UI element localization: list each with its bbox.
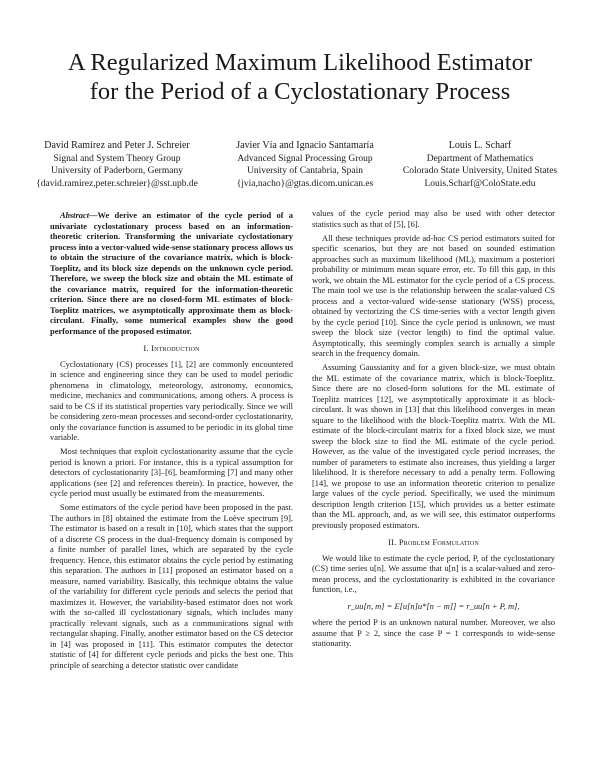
left-column: [50, 210, 293, 670]
body-paragraph: We would like to estimate the cycle period, P, of the cyclostationary (CS) time series u[n]. We assume that u[n] is a scalar-valued and zero-mean process, and the cyclostationarity is exhibited in the covariance function, i.e.,: [312, 552, 555, 594]
author-email: {david.ramirez,peter.schreier}@sst.upb.de: [36, 178, 198, 189]
author-names: Javier Vía and Ignacio Santamaría: [236, 140, 374, 151]
abstract-text: —We derive an estimator of the cycle period of a univariate cyclostationary process based on an information-theoretic criterion. Transforming the univariate cyclostationary process into a vector-valued wide-sense stationary process allows us to obtain the structure of the covariance matrix, which is block-Toeplitz, and its block size depends on the unknown cycle period. Therefore, we sweep the block size and obtain the ML estimate of the covariance matrix, required for the information-theoretic criterion. Since there are no closed-form ML estimates of block-Toeplitz matrices, we asymptotically approximate them as block-circulant. Finally, some numerical examples show the good performance of the proposed estimator.: [50, 210, 293, 336]
author-affiliation: Colorado State University, United States: [402, 166, 558, 176]
body-paragraph: All these techniques provide ad-hoc CS period estimators suited for specific scenarios, but they are not based on sounded estimation approaches such as maximum likelihood (ML), maximum a posteriori probability or minimum mean square error, etc. To fill this gap, in this work, we obtain the ML estimator for the cycle period of a CS process. The main tool we use is the relationship between the scalar-valued CS process and a vector-valued wide-sense stationary (WSS) process, obtained by vectorizing the CS time-series with a vector length given by the cycle period [10]. Since the cycle period is unknown, we must sweep the block size (vector length) to find the optimal value. Asymptotically, this seemingly complex search is actually a simple search in the frequency domain.: [312, 232, 555, 358]
author-group: Department of Mathematics: [426, 153, 534, 164]
intro-paragraph: Some estimators of the cycle period have been proposed in the past. The authors in [8] obtained the estimate from the Loève spectrum [9]. The estimator is based on a result in [10], which states that the support of a discrete CS process in the dual-frequency domain is composed by a finite number of parallel lines, which are separated by the cycle frequency. Hence, this estimator obtains the cycle period by estimating this separation. The authors in [11] proposed an estimator based on a measure, named variability. Basically, this technique obtains the value of the variability for different cycle periods and selects the period that maximizes it. However, the variability-based estimator does not work with the so-called ill cyclostationary signals, which includes many practically relevant signals, such as a communications signal with rectangular shaping. Finally, another estimator based on the CS detector in [4] was proposed in [11]. This estimator computes the detector statistic of [4] for different cycle periods and picks the best one. This principle of searching a detector statistic over candidate: [50, 502, 293, 670]
author-block: [0, 140, 600, 190]
author-names: Louis L. Scharf: [448, 140, 512, 151]
title-line-2: for the Period of a Cyclostationary Process: [89, 78, 511, 105]
covariance-equation: r_uu[n, m] = E[u[n]u*[n − m]] = r_uu[n + P, m],: [347, 600, 520, 611]
body-paragraph: values of the cycle period may also be used with other detector statistics such as that of [5], [6].: [312, 208, 555, 229]
author-3: [380, 140, 580, 190]
body-paragraph: Assuming Gaussianity and for a given block-size, we must obtain the ML estimate of the covariance matrix, which is block-Toeplitz. Since there are no closed-form solutions for the ML estimate of Toeplitz matrices [12], we asymptotically approximate it as block-circulant. It was shown in [13] that this likelihood converges in mean square to the likelihood with the block-Toeplitz matrix. With the ML estimate of the block-circulant matrix for a fixed block size, we must sweep the block size to find the ML estimate of the cycle period. However, as the value of the investigated cycle period increases, the number of parameters to estimate also increases, thus yielding a larger likelihood. It is therefore necessary to add a penalty term. Following [14], we propose to use an information theoretic criterion to penalize large values of the cycle period. Specifically, we used the minimum description length criterion [15], which provides us a better estimate than the ML approach, and, as we will see, this estimator outperforms previously proposed estimators.: [312, 362, 555, 530]
author-email: Louis.Scharf@ColoState.edu: [424, 178, 536, 189]
author-1: [22, 140, 212, 190]
body-paragraph: where the period P is an unknown natural number. Moreover, we also assume that P ≥ 2, since the case P = 1 corresponds to wide-sense stationarity.: [312, 617, 555, 648]
author-group: Advanced Signal Processing Group: [237, 153, 373, 164]
title-line-1: A Regularized Maximum Likelihood Estimator: [67, 49, 533, 76]
abstract: [50, 210, 293, 336]
section-heading-introduction: I. Introduction: [143, 343, 200, 353]
abstract-label: Abstract: [60, 210, 90, 220]
author-group: Signal and System Theory Group: [53, 153, 181, 164]
paper-title: [20, 48, 580, 106]
author-2: [220, 140, 390, 190]
author-affiliation: University of Paderborn, Germany: [51, 166, 183, 176]
author-affiliation: University of Cantabria, Spain: [246, 166, 364, 176]
right-column: [312, 208, 555, 649]
section-heading-problem-formulation: II. Problem Formulation: [388, 537, 479, 547]
author-names: David Ramírez and Peter J. Schreier: [44, 140, 190, 151]
intro-paragraph: Most techniques that exploit cyclostationarity assume that the cycle period is known a priori. For instance, this is a typical assumption for detectors of cyclostationarity [3]–[6], beamforming [7] and many other applications (see [2] and references therein). In practice, however, the cycle period must usually be estimated from the measurements.: [50, 446, 293, 498]
intro-paragraph: Cyclostationary (CS) processes [1], [2] are commonly encountered in science and engineering since they can be used to model periodic phenomena in climatology, meteorology, astronomy, economics, medicine, mechanics and communications, among others. A process is said to be CS if its statistical properties vary periodically. Since we will be considering zero-mean processes and second-order cyclostationarity, only the covariance function is assumed to be periodic in its global time variable.: [50, 358, 293, 442]
author-email: {jvia,nacho}@gtas.dicom.unican.es: [236, 178, 374, 189]
